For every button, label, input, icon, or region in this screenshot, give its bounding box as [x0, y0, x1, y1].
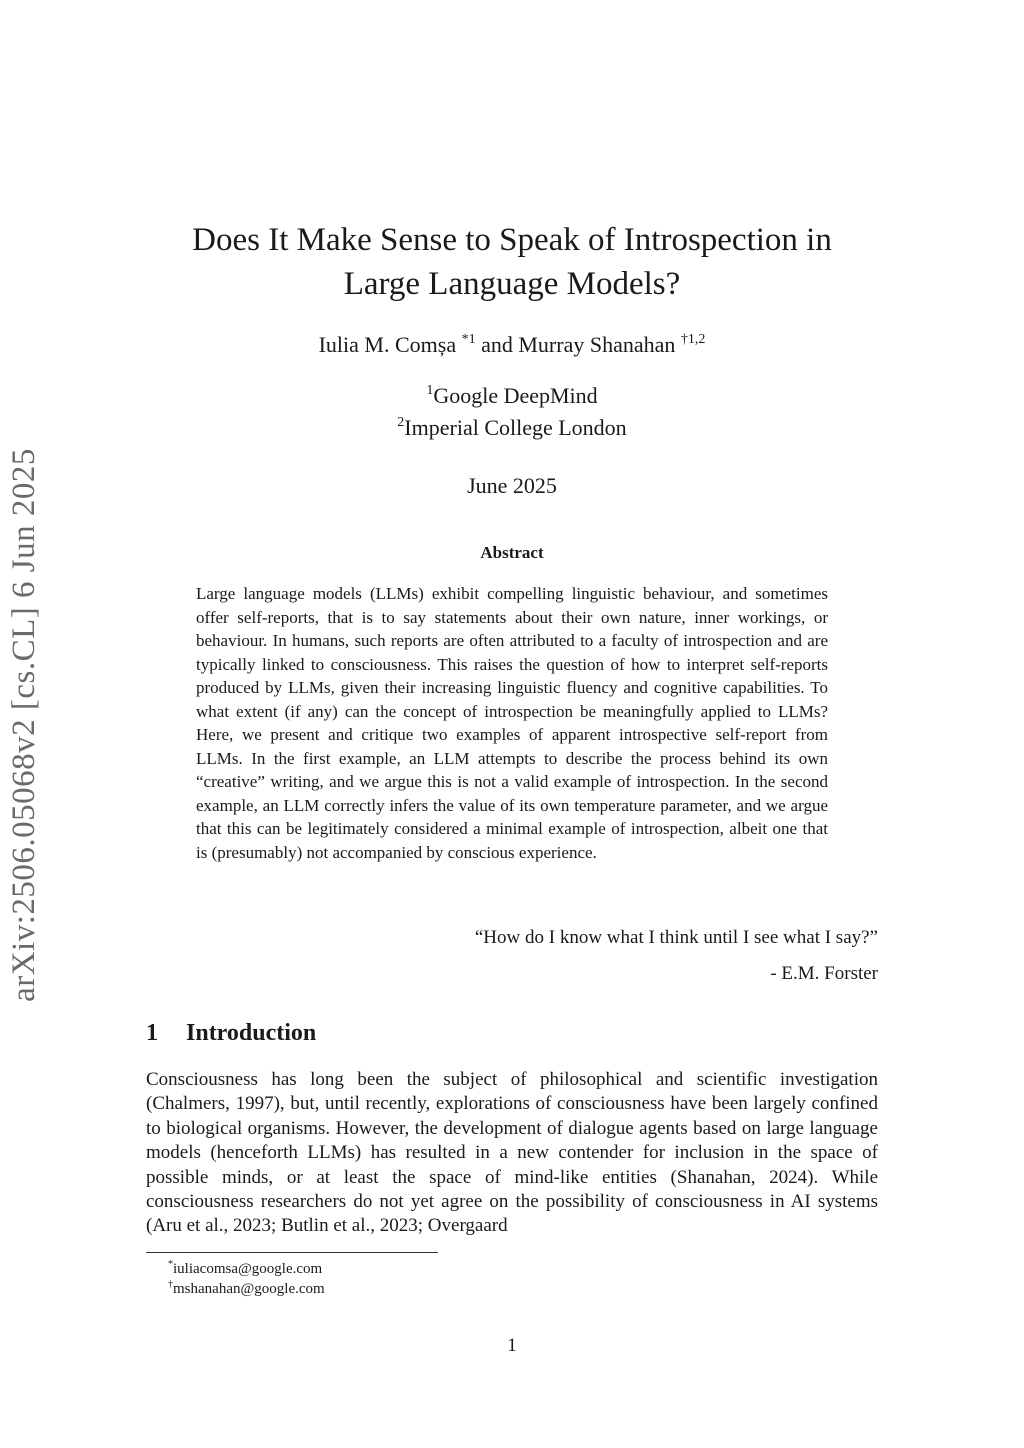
epigraph-quote: “How do I know what I think until I see what I say?” [474, 927, 878, 948]
section-number: 1 [146, 1020, 158, 1046]
title-line-1: Does It Make Sense to Speak of Introspection in [192, 222, 832, 258]
author-list [130, 330, 894, 360]
affiliation-1 [130, 381, 894, 411]
footnote-1-email: iuliacomsa@google.com [173, 1261, 323, 1277]
footnote-divider [146, 1252, 438, 1253]
footnote-2-mark: † [168, 1279, 173, 1290]
abstract-heading: Abstract [480, 543, 544, 562]
author-2-name: Murray Shanahan [518, 332, 676, 357]
publication-date: June 2025 [467, 473, 557, 498]
section-heading-introduction [146, 1017, 316, 1049]
paper-title [130, 218, 894, 306]
footnote-2-email: mshanahan@google.com [173, 1281, 325, 1297]
epigraph-attribution: - E.M. Forster [770, 963, 878, 984]
author-2-marks: †1,2 [680, 332, 706, 347]
affiliation-1-mark: 1 [426, 383, 434, 398]
footnote-1 [168, 1259, 322, 1279]
abstract-text: Large language models (LLMs) exhibit compelling linguistic behaviour, and sometimes offer self-reports, that is to say statements about their own nature, inner workings, or behaviour. In humans, such reports are often attributed to a faculty of introspection and are typically linked to consciousness. This raises the question of how to interpret self-reports produced by LLMs, given their increasing linguistic fluency and cognitive capabilities. To what extent (if any) can the concept of introspection be meaningfully applied to LLMs? Here, we present and critique two examples of apparent introspective self-report from LLMs. In the first example, an LLM attempts to describe the process behind its own “creative” writing, and we argue this is not a valid example of introspection. In the second example, an LLM correctly infers the value of its own temperature parameter, and we argue that this can be legitimately considered a minimal example of introspection, albeit one that is (presumably) not accompanied by conscious experience. [196, 584, 828, 862]
title-line-2: Large Language Models? [343, 266, 681, 302]
section-title: Introduction [186, 1020, 317, 1046]
affiliation-1-name: Google DeepMind [433, 383, 598, 408]
arxiv-identifier-stamp: arXiv:2506.05068v2 [cs.CL] 6 Jun 2025 [6, 448, 42, 1002]
affiliation-2-mark: 2 [397, 415, 405, 430]
introduction-paragraph: Consciousness has long been the subject of philosophical and scientific investigation (Chalmers, 1997), but, until recently, explorations of consciousness have been largely confined to biological organisms. However, the development of dialogue agents based on large language models (henceforth LLMs) has resulted in a new contender for inclusion in the space of possible minds, or at least the space of mind-like entities (Shanahan, 2024). While consciousness researchers do not yet agree on the possibility of consciousness in AI systems (Aru et al., 2023; Butlin et al., 2023; Overgaard [146, 1069, 878, 1237]
author-1-marks: *1 [461, 332, 476, 347]
footnote-1-mark: * [168, 1259, 173, 1270]
author-1-name: Iulia M. Comșa [318, 332, 457, 357]
footnote-2 [168, 1279, 325, 1299]
page-number: 1 [507, 1335, 517, 1356]
author-conjunction: and [481, 332, 513, 357]
affiliation-2 [130, 413, 894, 443]
affiliation-2-name: Imperial College London [404, 415, 627, 440]
